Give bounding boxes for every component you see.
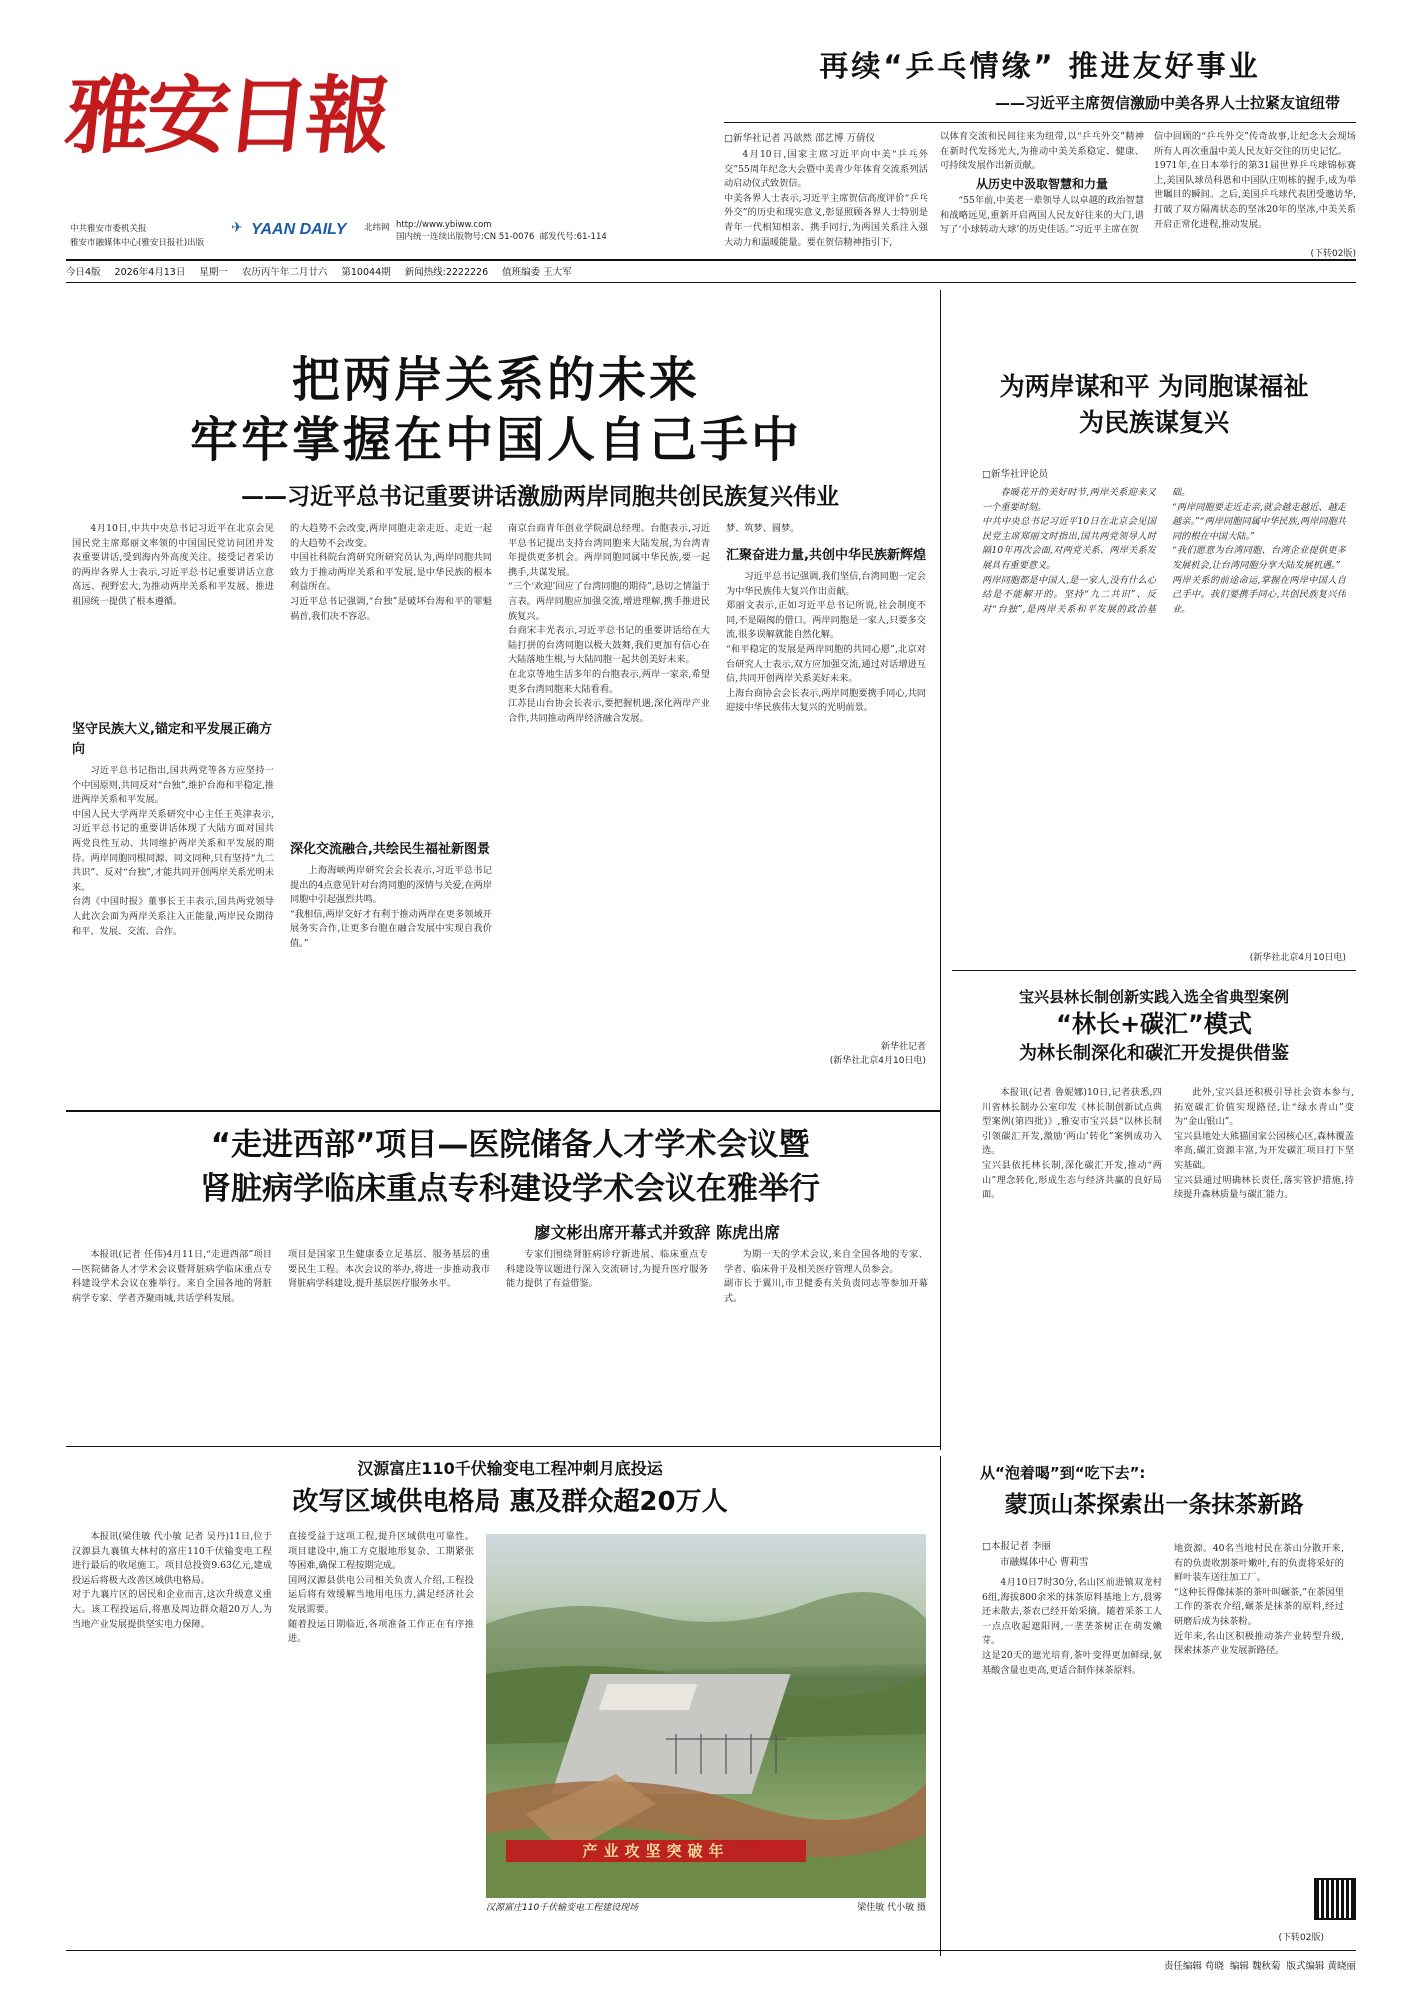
main-headline-2: 牢牢掌握在中国人自己手中 (189, 412, 802, 468)
main-right-divider (940, 290, 941, 1450)
brand-name: YAAN DAILY (251, 221, 347, 238)
forest-kicker: 宝兴县林长制创新实践入选全省典型案例 (1018, 988, 1289, 1006)
forest-headline: “林长+碳汇”模式 (1056, 1010, 1252, 1038)
lead-column-2 (940, 130, 1144, 260)
tea-headline: 蒙顶山茶探索出一条抹茶新路 (1004, 1492, 1304, 1518)
forest-subheadline: 为林长制深化和碳汇开发提供借鉴 (1019, 1043, 1289, 1064)
power-caption-text: 汉源富庄110千伏输变电工程建设现场 (486, 1903, 639, 1913)
dateline (66, 264, 1356, 280)
tea-jump: (下转02版) (1278, 1933, 1324, 1943)
duty-editor: 值班编委 王大军 (502, 267, 572, 278)
main-subheadline: ——习近平总书记重要讲话激励两岸同胞共创民族复兴伟业 (241, 484, 839, 510)
main-column-1 (72, 522, 274, 1102)
lead-col2-text: 以体育交流和民间往来为纽带,以“乒乓外交”精神在新时代发扬光大,为推动中美关系稳定、健康、可持续发展作出新贡献。 (940, 131, 1144, 172)
commentary-headline-2: 为民族谋复兴 (1078, 408, 1229, 437)
main-col2-text: 的大趋势不会改变,两岸同胞走亲走近、走近一起的大趋势不会改变。 中国社科院台湾研究所研究员认为,两岸同胞共同致力于推动两岸关系和平发展,是中华民族的根本利益所在。 习近平总书记强调,“台独”是破坏台海和平的罪魁祸首,我们决不容忍。 (290, 523, 492, 622)
main-headline-1: 把两岸关系的未来 (291, 352, 700, 408)
issue-number: 第10044期 (341, 267, 391, 278)
lead-jump: (下转02版) (1310, 249, 1356, 259)
lead-col2-subhead: 从历史中汲取智慧和力量 (975, 177, 1108, 191)
news-hotline: 新闻热线:2222226 (404, 267, 489, 278)
qr-code[interactable] (1316, 1880, 1354, 1918)
brand-icon: ✈ (231, 220, 243, 236)
power-photo-banner-text: 产业攻坚突破年 (582, 1842, 730, 1860)
masthead-info (396, 219, 736, 249)
footer-divider (66, 1950, 1356, 1951)
lead-divider (724, 122, 1356, 123)
lead-column-1: 4月10日,国家主席习近平向中美“乒乓外交”55周年纪念大会暨中美青少年体育交流系列活动启动仪式致贺信。 中美各界人士表示,习近平主席贺信高度评价“乒乓外交”的历史和现实意义,彰显照顾各界人士特别是青年一代相知相亲、携手同行,为两国关系注入强大动力和温暖能量。要在贺信精神指引下, (724, 149, 928, 248)
tea-kicker: 从“泡着喝”到“吃下去”: (980, 1464, 1146, 1482)
lead-col2-text-b: “55年前,中美老一辈领导人以卓越的政治智慧和战略远见,重新开启两国人民友好往来的大门,谱写了‘小球转动大球’的历史佳话。”习近平主席在贺 (940, 195, 1144, 236)
power-photo (486, 1534, 926, 1898)
tea-column-2: 地资源。40名当地村民在茶山分散开来,有的负责收割茶叶嫩叶,有的负责将采好的鲜叶装车送往加工厂。 “这种长得像抹茶的茶叶叫碾茶,”在茶园里工作的茶农介绍,碾茶是抹茶的原料,经过研磨后成为抹茶粉。 近年来,名山区积极推动茶产业转型升级,探索抹茶产业发展新路径。 (1174, 1543, 1344, 1657)
expert-column-4: 为期一天的学术会议,来自全国各地的专家、学者、临床骨干及相关医疗管理人员参会。 副市长于翼川,市卫健委有关负责同志等参加开幕式。 (724, 1249, 928, 1304)
forest-column-1: 本报讯(记者 鲁妮娜)10日,记者获悉,四川省林长制办公室印发《林长制创新试点典型案例(第四批)》,雅安市宝兴县“以林长制引领碳汇开发,激励‘两山’转化”案例成功入选。 宝兴县依托林长制,深化碳汇开发,推动“两山”理念转化,形成生态与经济共赢的良好局面。 (982, 1087, 1162, 1201)
logo-subline-2: 雅安市融媒体中心(雅安日报社)出版 (70, 238, 205, 248)
forest-column-2: 此外,宝兴县还积极引导社会资本参与,拓宽碳汇价值实现路径,让“绿水青山”变为“金山银山”。 宝兴县地处大熊猫国家公园核心区,森林覆盖率高,碳汇资源丰富,为开发碳汇项目打下坚实基础。 宝兴县通过明确林长责任,落实管护措施,持续提升森林质量与碳汇能力。 (1174, 1087, 1354, 1201)
main-column-4 (726, 522, 926, 1102)
logo-subline-1: 中共雅安市委机关报 (70, 224, 147, 234)
mid-divider (66, 1110, 940, 1112)
lead-column-3 (1154, 130, 1356, 260)
expert-headline-2: 肾脏病学临床重点专科建设学术会议在雅举行 (200, 1171, 820, 1207)
power-photo-caption (486, 1900, 926, 1916)
expert-column-2: 项目是国家卫生健康委立足基层、服务基层的重要民生工程。本次会议的举办,将进一步推动我市肾脏病学科建设,提升基层医疗服务水平。 (288, 1249, 490, 1290)
main-col4-text: 梦、筑梦、圆梦。 (726, 523, 800, 534)
main-col4-text-b: 习近平总书记强调,我们坚信,台湾同胞一定会为中华民族伟大复兴作出贡献。 郑丽文表示,正如习近平总书记所说,社会制度不同,不是隔阂的借口。两岸同胞是一家人,只要多交流,很多误解就能自然化解。 “和平稳定的发展是两岸同胞的共同心愿”,北京对台研究人士表示,双方应加强交流,通过对话增进互信,共同开创两岸关系美好未来。 上海台商协会会长表示,两岸同胞要携手同心,共同迎接中华民族伟大复兴的光明前景。 (726, 571, 926, 714)
masthead (60, 28, 406, 268)
cn-number: 国内统一连续出版物号:CN 51-0076 (396, 232, 535, 242)
main-col1-text: 4月10日,中共中央总书记习近平在北京会见国民党主席郑丽文率领的中国国民党访问团并发表重要讲话,受到海内外高度关注。接受记者采访的两岸各界人士表示,习近平总书记重要讲话立意高远、视野宏大,为推动两岸关系和平发展、推进祖国统一提供了根本遵循。 (72, 523, 274, 607)
power-photo-banner (506, 1840, 806, 1862)
page-count: 今日4版 (66, 267, 101, 278)
main-col1-text-b: 习近平总书记指出,国共两党等各方应坚持一个中国原则,共同反对“台独”,维护台海和平稳定,推进两岸关系和平发展。 中国人民大学两岸关系研究中心主任王英津表示,习近平总书记的重要讲话体现了大陆方面对国共两党良性互动、共同维护两岸关系和平发展的期待。两岸同胞同根同源、同文同种,只有坚持“九二共识”、反对“台独”,才能共同开创两岸关系光明未来。 台湾《中国时报》董事长王丰表示,国共两党领导人此次会面为两岸关系注入正能量,两岸民众期待和平、发展、交流、合作。 (72, 765, 274, 937)
main-column-2 (290, 522, 492, 1102)
main-column-3: 南京台商青年创业学院副总经理、台胞表示,习近平总书记提出支持台湾同胞来大陆发展,为台湾青年提供更多机会。两岸同胞同属中华民族,要一起携手,共谋发展。 “三个‘欢迎’回应了台湾同胞的期待”,恳切之情溢于言表。两岸同胞应加强交流,增进理解,携手推进民族复兴。 台商宋丰光表示,习近平总书记的重要讲话给在大陆打拼的台湾同胞以极大鼓舞,我们更加有信心在大陆落地生根,与大陆同胞一起共创美好未来。 在北京等地生活多年的台胞表示,两岸一家亲,希望更多台湾同胞来大陆看看。 江苏昆山台协会长表示,要把握机遇,深化两岸产业合作,共同推动两岸经济融合发展。 (508, 523, 710, 724)
expert-headline-1: “走进西部”项目—医院储备人才学术会议暨 (210, 1127, 810, 1163)
main-col1-subhead: 坚守民族大义,锚定和平发展正确方向 (72, 722, 272, 757)
expert-column-3: 专家们围绕肾脏病诊疗新进展、临床重点专科建设等议题进行深入交流研讨,为提升医疗服务能力提供了有益借鉴。 (506, 1249, 708, 1290)
lead-col3-text: 信中回顾的“乒乓外交”传奇故事,让纪念大会现场所有人再次重温中美人民友好交往的历史记忆。 1971年,在日本举行的第31届世界乒乓球锦标赛上,美国队球员科恩和中国队庄则栋的握手,成为举世瞩目的瞬间。之后,美国乒乓球代表团受邀访华,打破了双方隔离状态的坚冰20年的坚冰,中美关系开启正常化进程,推动发展。 (1154, 131, 1356, 230)
power-divider (66, 1446, 940, 1447)
tea-byline-2: 市融媒体中心 曹莉雪 (1000, 1557, 1089, 1568)
lunar-date: 农历丙午年二月廿六 (241, 267, 328, 278)
main-col2-subhead: 深化交流融合,共绘民生福祉新图景 (290, 842, 490, 857)
power-column-1: 本报讯(梁佳敏 代小敏 记者 吴丹)11日,位于汉源县九襄镇大林村的富庄110千伏输变电工程进行最后的收尾施工。项目总投资9.63亿元,建成投运后将极大改善区域供电格局。 对于九襄片区的居民和企业而言,这次升级意义重大。该工程投运后,将惠及周边群众超20万人,为当地产业发展提供坚实电力保障。 (72, 1531, 272, 1630)
lower-right-divider (940, 1456, 941, 1956)
tea-column-1: 4月10日7时30分,名山区前进镇双龙村6组,海拔800余米的抹茶原料基地上方,晨雾还未散去,茶农已经开始采摘。随着采茶工人一点点收起遮阳网,一垄垄茶树正在萌发嫩芽。 这是20天的遮光培育,茶叶变得更加鲜绿,氨基酸含量也更高,更适合制作抹茶原料。 (982, 1577, 1162, 1676)
lead-subheadline: ——习近平主席贺信激励中美各界人士拉紧友谊纽带 (994, 94, 1340, 112)
footer-editors: 责任编辑 苟晓 编辑 魏秋菊 版式编辑 黄晓丽 (1163, 1961, 1356, 1972)
power-column-2: 直接受益于这项工程,提升区域供电可靠性。项目建设中,施工方克服地形复杂、工期紧张等困难,确保工程按期完成。 国网汉源县供电公司相关负责人介绍,工程投运后将有效缓解当地用电压力,满足经济社会发展需要。 随着投运日期临近,各项准备工作正在有序推进。 (288, 1531, 474, 1645)
weekday: 星期一 (199, 267, 228, 278)
commentary-headline-1: 为两岸谋和平 为同胞谋福祉 (999, 372, 1309, 401)
main-col2-text-b: 上海海峡两岸研究会会长表示,习近平总书记提出的4点意见针对台湾同胞的深情与关爱,在两岸同胞中引起强烈共鸣。 “我相信,两岸交好才有利于推动两岸在更多领域开展务实合作,让更多台胞在融合发展中实现自我价值。” (290, 865, 492, 949)
expert-subheadline: 廖文彬出席开幕式并致辞 陈虎出席 (534, 1223, 780, 1242)
post-code: 邮发代号:61-114 (539, 232, 607, 242)
tea-byline: □本报记者 李丽 (982, 1541, 1051, 1552)
expert-column-1: 本报讯(记者 任伟)4月11日,“走进西部”项目—医院储备人才学术会议暨肾脏病学临床重点专科建设学术会议在雅举行。来自全国各地的肾脏病学专家、学者齐聚雨城,共话学科发展。 (72, 1249, 272, 1304)
site-label: 北纬网 (364, 223, 390, 233)
commentary-credit: (新华社北京4月10日电) (1249, 953, 1346, 963)
commentary-byline: □新华社评论员 (982, 469, 1048, 480)
lead-byline: □新华社记者 冯歆然 邵艺博 万倩仪 (724, 133, 876, 144)
commentary-text: 春暖花开的美好时节,两岸关系迎来又一个重要时刻。 中共中央总书记习近平10日在北京会见国民党主席郑丽文时指出,国共两党领导人时隔10年再次会面,对两党关系、两岸关系发展具有重要意义。 两岸同胞都是中国人,是一家人,没有什么心结是不能解开的。坚持“九二共识”、反对“台独”,是两岸关系和平发展的政治基础。 “两岸同胞要走近走亲,就会越走越近、越走越亲。”“两岸同胞同属中华民族,两岸同胞共同的根在中国大陆。” “我们愿意为台湾同胞、台湾企业提供更多发展机会,让台湾同胞分享大陆发展机遇。” 两岸关系的前途命运,掌握在两岸中国人自己手中。我们要携手同心,共创民族复兴伟业。 (982, 487, 1346, 615)
lead-headline: 再续“乒乓情缘” 推进友好事业 (819, 49, 1261, 83)
commentary-divider (952, 970, 1356, 971)
main-col4-credit: 新华社记者 (新华社北京4月10日电) (829, 1042, 926, 1066)
power-headline: 改写区域供电格局 惠及群众超20万人 (292, 1487, 728, 1517)
newspaper-logo: 雅安日報 (60, 66, 392, 165)
site-url[interactable]: http://www.ybiww.com (396, 220, 492, 230)
power-kicker: 汉源富庄110千伏输变电工程冲刺月底投运 (357, 1459, 663, 1478)
dateline-divider (66, 282, 1356, 283)
issue-date: 2026年4月13日 (114, 267, 186, 278)
power-photo-credit: 梁佳敏 代小敏 摄 (857, 1903, 926, 1913)
main-col4-subhead: 汇聚奋进力量,共创中华民族新辉煌 (726, 548, 926, 563)
